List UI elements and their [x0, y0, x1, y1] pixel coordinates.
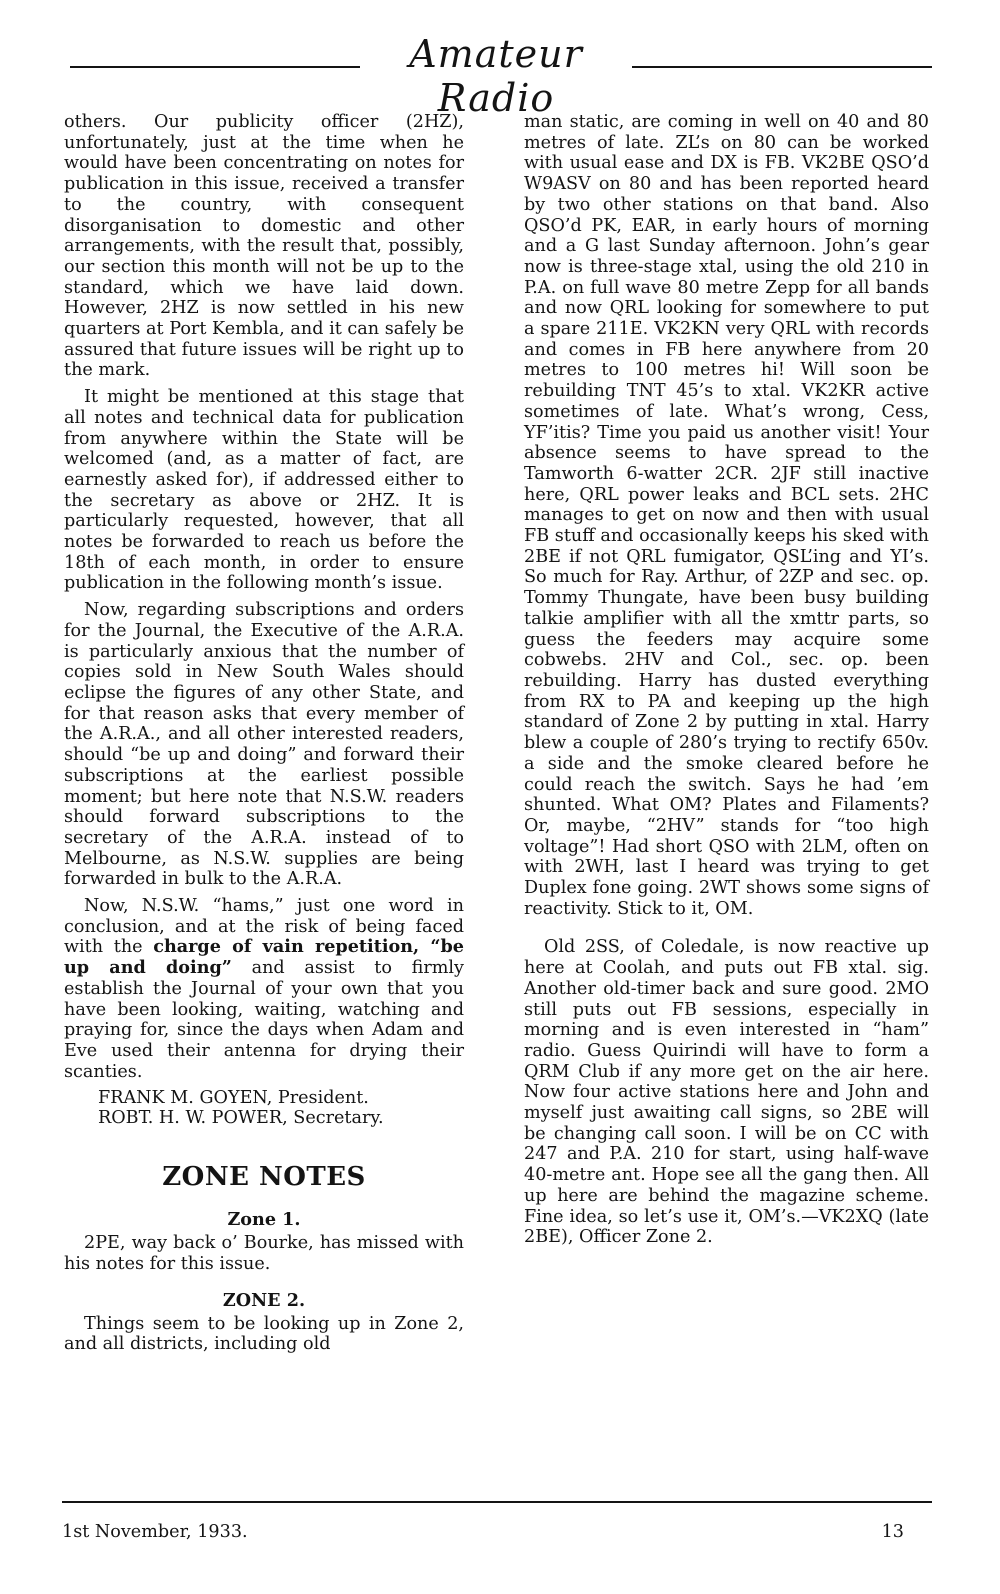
zone-1-heading: Zone 1.: [227, 1209, 301, 1231]
zone-2-heading: ZONE 2.: [222, 1289, 306, 1311]
section-heading: ZONE NOTES: [162, 1162, 366, 1193]
signature-block: [98, 1088, 464, 1128]
article-paragraph-last: Now, N.S.W. “hams,” just one word in conclusion, and at the risk of being faced with the charge of vain repetition, “be up and doing” and assist to firmly establish the Journal of your own that you have been looking, waiting, watching and praying for, since the days when Adam and Eve used their antenna for drying their scanties.: [64, 896, 464, 1082]
article-paragraph: others. Our publicity officer (2HZ), unfortunately, just at the time when he would have been concentrating on notes for publication in this issue, received a transfer to the country, with consequent disorganisation to domestic and other arrangements, with the result that, possibly, our section this month will not be up to the standard, which we have laid down. However, 2HZ is now settled in his new quarters at Port Kembla, and it can safely be assured that future issues will be right up to the mark.: [64, 112, 464, 381]
article-paragraph: It might be mentioned at this stage that all notes and technical data for publication from anywhere within the State will be welcomed (and, as a matter of fact, are earnestly asked for), if addressed either to the secretary as above or 2HZ. It is particularly requested, however, that all notes be forwarded to reach us before the 18th of each month, in order to ensure publication in the following month’s issue.: [64, 387, 464, 594]
right-column: [524, 112, 929, 1248]
footer-rule: [62, 1501, 932, 1503]
zone-2-text: Things seem to be looking up in Zone 2, and all districts, including old: [64, 1313, 464, 1355]
masthead: [70, 30, 932, 120]
article-paragraph: Now, regarding subscriptions and orders for the Journal, the Executive of the A.R.A. is particularly anxious that the number of copies sold in New South Wales should eclipse the figures of any other State, and for that reason asks that every member of the A.R.A., and all other interested readers, should “be up and doing” and forward their subscriptions at the earliest possible moment; but here note that N.S.W. readers should forward subscriptions to the secretary of the A.R.A. instead of to Melbourne, as N.S.W. supplies are being forwarded in bulk to the A.R.A.: [64, 600, 464, 890]
page-number: 13: [881, 1522, 904, 1542]
masthead-title: Amateur Radio: [409, 32, 583, 120]
masthead-rule-right: [632, 66, 932, 68]
masthead-rule-left: [70, 66, 360, 68]
zone-1-text: 2PE, way back o’ Bourke, has missed with his notes for this issue.: [64, 1233, 464, 1275]
footer-date: 1st November, 1933.: [62, 1522, 248, 1542]
signature-president: FRANK M. GOYEN, President.: [98, 1088, 369, 1109]
article-paragraph: man static, are coming in well on 40 and 80 metres of late. ZL’s on 80 can be worked with usual ease and DX is FB. VK2BE QSO’d W9ASV on 80 and has been reported heard by two other stations on that band. Also QSO’d PK, EAR, in early hours of morning and a G last Sunday afternoon. John’s gear now is three-stage xtal, using the old 210 in P.A. on full wave 80 metre Zepp for all bands and now QRL looking for somewhere to put a spare 211E. VK2KN very QRL with records and comes in FB here anywhere from 20 metres to 100 metres hi! Will soon be rebuilding TNT 45’s to xtal. VK2KR active sometimes of late. What’s wrong, Cess, YF’itis? Time you paid us another visit! Your absence seems to have spread to the Tamworth 6-watter 2CR. 2JF still inactive here, QRL power leaks and BCL sets. 2HC manages to get on now and then with usual FB stuff and occasionally keeps his sked with 2BE if not QRL fumigator, QSL’ing and YI’s. So much for Ray. Arthur, of 2ZP and sec. op. Tommy Thungate, have been busy building talkie amplifier with all the xmttr parts, so guess the feeders may acquire some cobwebs. 2HV and Col., sec. op. been rebuilding. Harry has dusted everything from RX to PA and keeping up the high standard of Zone 2 by putting in xtal. Harry blew a couple of 280’s trying to rectify 650v. a side and the smoke cleared before he could reach the switch. Says he had ’em shunted. What OM? Plates and Filaments? Or, maybe, “2HV” stands for “too high voltage”! Had short QSO with 2LM, often on with 2WH, last I heard was trying to get Duplex fone going. 2WT shows some signs of reactivity. Stick to it, OM.: [524, 112, 929, 919]
left-column: [64, 112, 464, 1355]
bold-phrase: charge of vain repetition, “be up and doing”: [64, 936, 464, 979]
signature-secretary: ROBT. H. W. POWER, Secretary.: [98, 1108, 384, 1129]
article-paragraph: Old 2SS, of Coledale, is now reactive up here at Coolah, and puts out FB xtal. sig. Another old-timer back and sure good. 2MO still puts out FB sessions, especially in morning and is even interested in “ham” radio. Guess Quirindi will have to form a QRM Club if any more get on the air here. Now four active stations here and John and myself just awaiting call signs, so 2BE will be changing call soon. I will be on CC with 247 and P.A. 210 for start, using half-wave 40-metre ant. Hope see all the gang then. All up here are behind the magazine scheme. Fine idea, so let’s use it, OM’s.—VK2XQ (late 2BE), Officer Zone 2.: [524, 937, 929, 1248]
